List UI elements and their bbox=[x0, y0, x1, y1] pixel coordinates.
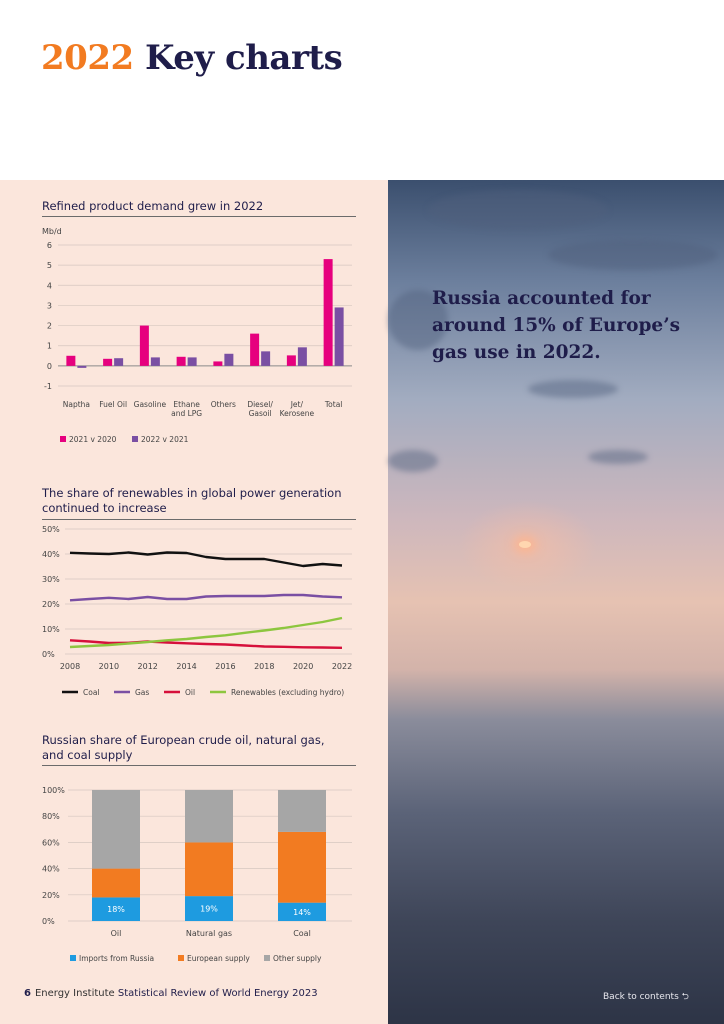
chart1-y-tick: 6 bbox=[46, 241, 52, 250]
chart3-bar-segment bbox=[185, 842, 233, 896]
chart3-legend-label: Other supply bbox=[273, 954, 322, 963]
footer-publisher: Energy Institute bbox=[34, 988, 115, 999]
chart1-bar bbox=[261, 351, 270, 366]
chart3-russian-share bbox=[0, 770, 388, 970]
page-title-text: Key charts bbox=[144, 38, 343, 78]
chart1-bar bbox=[66, 356, 75, 366]
chart1-bar bbox=[103, 359, 112, 366]
chart3-bar-segment bbox=[92, 790, 140, 869]
chart2-x-tick: 2022 bbox=[331, 662, 353, 671]
chart2-x-tick: 2018 bbox=[254, 662, 275, 671]
chart2-x-tick: 2010 bbox=[98, 662, 120, 671]
chart3-y-tick: 0% bbox=[42, 917, 55, 926]
chart3-data-label: 19% bbox=[200, 904, 218, 914]
chart2-title: The share of renewables in global power generation continued to increase bbox=[42, 486, 342, 515]
chart1-bar bbox=[287, 355, 296, 365]
chart1-y-tick: 5 bbox=[46, 261, 52, 271]
chart3-y-tick: 80% bbox=[42, 812, 60, 822]
chart1-bar bbox=[151, 357, 160, 365]
chart1-x-tick: Diesel/ Gasoil bbox=[247, 400, 273, 418]
chart2-renewables-share bbox=[0, 520, 388, 705]
chart3-bar-segment bbox=[278, 832, 326, 903]
chart1-title: Refined product demand grew in 2022 bbox=[42, 199, 264, 213]
chart1-y-unit: Mb/d bbox=[42, 227, 62, 236]
page-title bbox=[41, 38, 342, 78]
chart1-y-tick: 2 bbox=[46, 321, 52, 331]
page-title-year: 2022 bbox=[41, 38, 134, 78]
chart3-x-tick: Natural gas bbox=[185, 929, 233, 938]
chart1-bar bbox=[298, 347, 307, 366]
chart2-y-tick: 30% bbox=[42, 575, 60, 584]
chart1-y-tick: 1 bbox=[46, 341, 52, 351]
chart3-y-tick: 40% bbox=[42, 864, 60, 874]
chart1-bar bbox=[177, 357, 186, 366]
chart1-legend-label: 2022 v 2021 bbox=[141, 435, 189, 444]
chart1-x-tick: Others bbox=[210, 400, 236, 409]
chart3-legend-swatch bbox=[178, 955, 184, 961]
chart1-x-tick: Gasoline bbox=[133, 400, 167, 409]
chart3-rule bbox=[42, 765, 356, 766]
chart3-y-tick: 100% bbox=[42, 786, 65, 795]
footer-report: Statistical Review of World Energy 2023 bbox=[117, 988, 318, 999]
chart3-bar-segment bbox=[92, 869, 140, 898]
pull-quote: Russia accounted for around 15% of Europe’s gas use in 2022. bbox=[432, 288, 681, 363]
chart1-x-tick: Fuel Oil bbox=[99, 400, 128, 409]
chart1-x-tick: Total bbox=[324, 400, 343, 409]
chart3-title: Russian share of European crude oil, natural gas, and coal supply bbox=[42, 733, 325, 762]
chart2-line-coal bbox=[70, 553, 342, 567]
chart3-legend-swatch bbox=[264, 955, 270, 961]
chart1-x-tick: Ethane and LPG bbox=[171, 400, 203, 418]
chart2-y-tick: 50% bbox=[42, 525, 60, 534]
chart1-legend-label: 2021 v 2020 bbox=[69, 435, 117, 444]
chart2-legend-label: Oil bbox=[185, 688, 196, 697]
chart1-legend-swatch bbox=[60, 436, 66, 442]
chart1-bar bbox=[250, 334, 259, 366]
chart1-y-tick: 4 bbox=[46, 281, 52, 291]
chart1-bar bbox=[224, 354, 233, 366]
chart1-bar bbox=[77, 366, 86, 368]
chart1-bar bbox=[114, 358, 123, 366]
chart1-bar bbox=[188, 357, 197, 365]
chart1-bar bbox=[335, 307, 344, 365]
chart2-legend-label: Coal bbox=[83, 688, 100, 697]
chart3-legend-label: European supply bbox=[187, 954, 250, 963]
chart3-data-label: 18% bbox=[107, 905, 125, 915]
chart2-x-tick: 2014 bbox=[176, 662, 197, 671]
chart2-x-tick: 2008 bbox=[59, 662, 81, 671]
chart2-line-gas bbox=[70, 595, 342, 600]
back-to-contents-link[interactable]: Back to contents ⮌ bbox=[603, 992, 689, 1002]
chart2-x-tick: 2012 bbox=[137, 662, 158, 671]
chart1-y-tick: 0 bbox=[46, 361, 52, 371]
chart2-y-tick: 10% bbox=[42, 625, 60, 634]
chart1-refined-product-demand bbox=[0, 220, 388, 460]
page-number: 6 bbox=[24, 988, 31, 999]
chart1-legend-swatch bbox=[132, 436, 138, 442]
chart1-y-tick: -1 bbox=[44, 382, 52, 391]
chart3-x-tick: Coal bbox=[293, 929, 311, 938]
chart3-y-tick: 60% bbox=[42, 838, 60, 848]
chart2-x-tick: 2020 bbox=[292, 662, 314, 671]
chart3-x-tick: Oil bbox=[110, 929, 122, 938]
chart3-bar-segment bbox=[185, 790, 233, 842]
chart2-legend-label: Renewables (excluding hydro) bbox=[231, 688, 345, 697]
chart2-x-tick: 2016 bbox=[215, 662, 236, 671]
chart3-legend-swatch bbox=[70, 955, 76, 961]
chart2-y-tick: 40% bbox=[42, 550, 60, 559]
chart2-legend-label: Gas bbox=[135, 688, 150, 697]
chart1-y-tick: 3 bbox=[46, 301, 52, 311]
chart3-data-label: 14% bbox=[293, 907, 311, 917]
chart3-y-tick: 20% bbox=[42, 890, 60, 900]
chart2-y-tick: 20% bbox=[42, 600, 60, 609]
chart3-legend-label: Imports from Russia bbox=[79, 954, 155, 963]
chart1-x-tick: Naptha bbox=[62, 400, 91, 409]
chart2-y-tick: 0% bbox=[42, 650, 55, 659]
chart1-rule bbox=[42, 216, 356, 217]
sun bbox=[519, 541, 531, 548]
chart1-x-tick: Jet/ Kerosene bbox=[279, 400, 315, 418]
chart3-bar-segment bbox=[278, 790, 326, 832]
chart1-bar bbox=[213, 361, 222, 365]
footer bbox=[24, 988, 318, 999]
chart1-bar bbox=[140, 326, 149, 366]
chart1-bar bbox=[324, 259, 333, 366]
